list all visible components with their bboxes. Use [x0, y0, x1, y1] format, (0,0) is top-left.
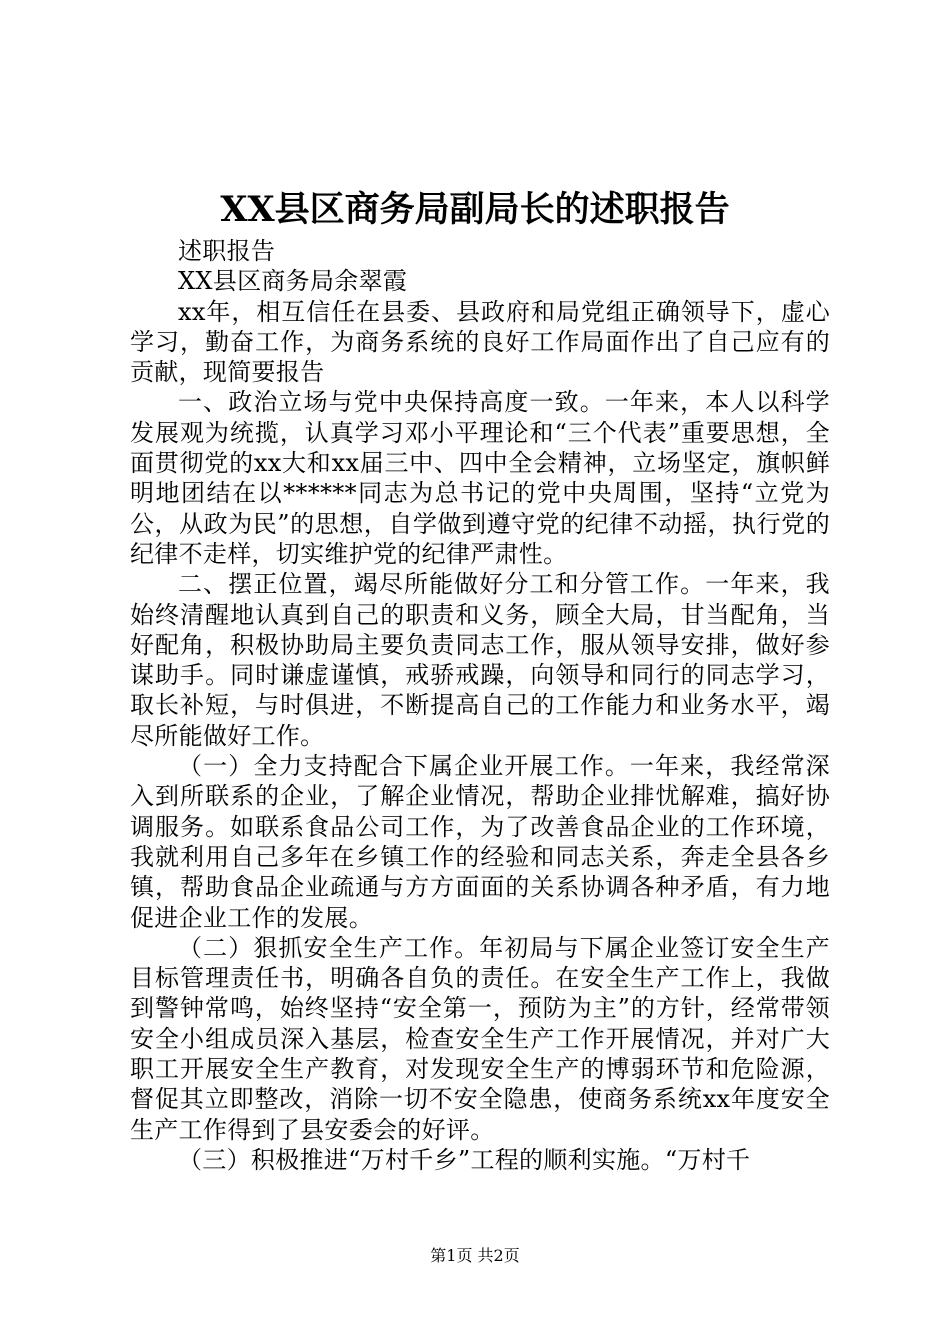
document-body	[130, 236, 830, 1175]
paragraph-section-1: 一、政治立场与党中央保持高度一致。一年来，本人以科学发展观为统揽，认真学习邓小平理论和“三个代表”重要思想，全面贯彻党的xx大和xx届三中、四中全会精神，立场坚定，旗帜鲜明地团结在以******同志为总书记的党中央周围，坚持“立党为公，从政为民”的思想，自学做到遵守党的纪律不动摇，执行党的纪律不走样，切实维护党的纪律严肃性。	[130, 388, 830, 568]
paragraph-subsection-1: （一）全力支持配合下属企业开展工作。一年来，我经常深入到所联系的企业，了解企业情况，帮助企业排忧解难，搞好协调服务。如联系食品公司工作，为了改善食品企业的工作环境，我就利用自己多年在乡镇工作的经验和同志关系，奔走全县各乡镇，帮助食品企业疏通与方方面面的关系协调各种矛盾，有力地促进企业工作的发展。	[130, 752, 830, 932]
paragraph-subsection-3: （三）积极推进“万村千乡”工程的顺利实施。“万村千	[178, 1145, 751, 1174]
document-title: XX县区商务局副局长的述职报告	[220, 189, 730, 230]
paragraph-intro: xx年，相互信任在县委、县政府和局党组正确领导下，虚心学习，勤奋工作，为商务系统的良好工作局面作出了自己应有的贡献，现简要报告	[130, 297, 830, 387]
paragraph-author: XX县区商务局余翠霞	[178, 267, 408, 296]
page-footer: 第1页 共2页	[430, 1246, 520, 1265]
paragraph-heading: 述职报告	[178, 237, 276, 265]
paragraph-subsection-2: （二）狠抓安全生产工作。年初局与下属企业签订安全生产目标管理责任书，明确各自负的责任。在安全生产工作上，我做到警钟常鸣，始终坚持“安全第一，预防为主”的方针，经常带领安全小组成员深入基层，检查安全生产工作开展情况，并对广大职工开展安全生产教育，对发现安全生产的博弱环节和危险源，督促其立即整改，消除一切不安全隐患，使商务系统xx年度安全生产工作得到了县安委会的好评。	[130, 933, 830, 1144]
paragraph-section-2: 二、摆正位置，竭尽所能做好分工和分管工作。一年来，我始终清醒地认真到自己的职责和义务，顾全大局，甘当配角，当好配角，积极协助局主要负责同志工作，服从领导安排，做好参谋助手。同时谦虚谨慎，戒骄戒躁，向领导和同行的同志学习，取长补短，与时俱进，不断提高自己的工作能力和业务水平，竭尽所能做好工作。	[130, 570, 830, 750]
